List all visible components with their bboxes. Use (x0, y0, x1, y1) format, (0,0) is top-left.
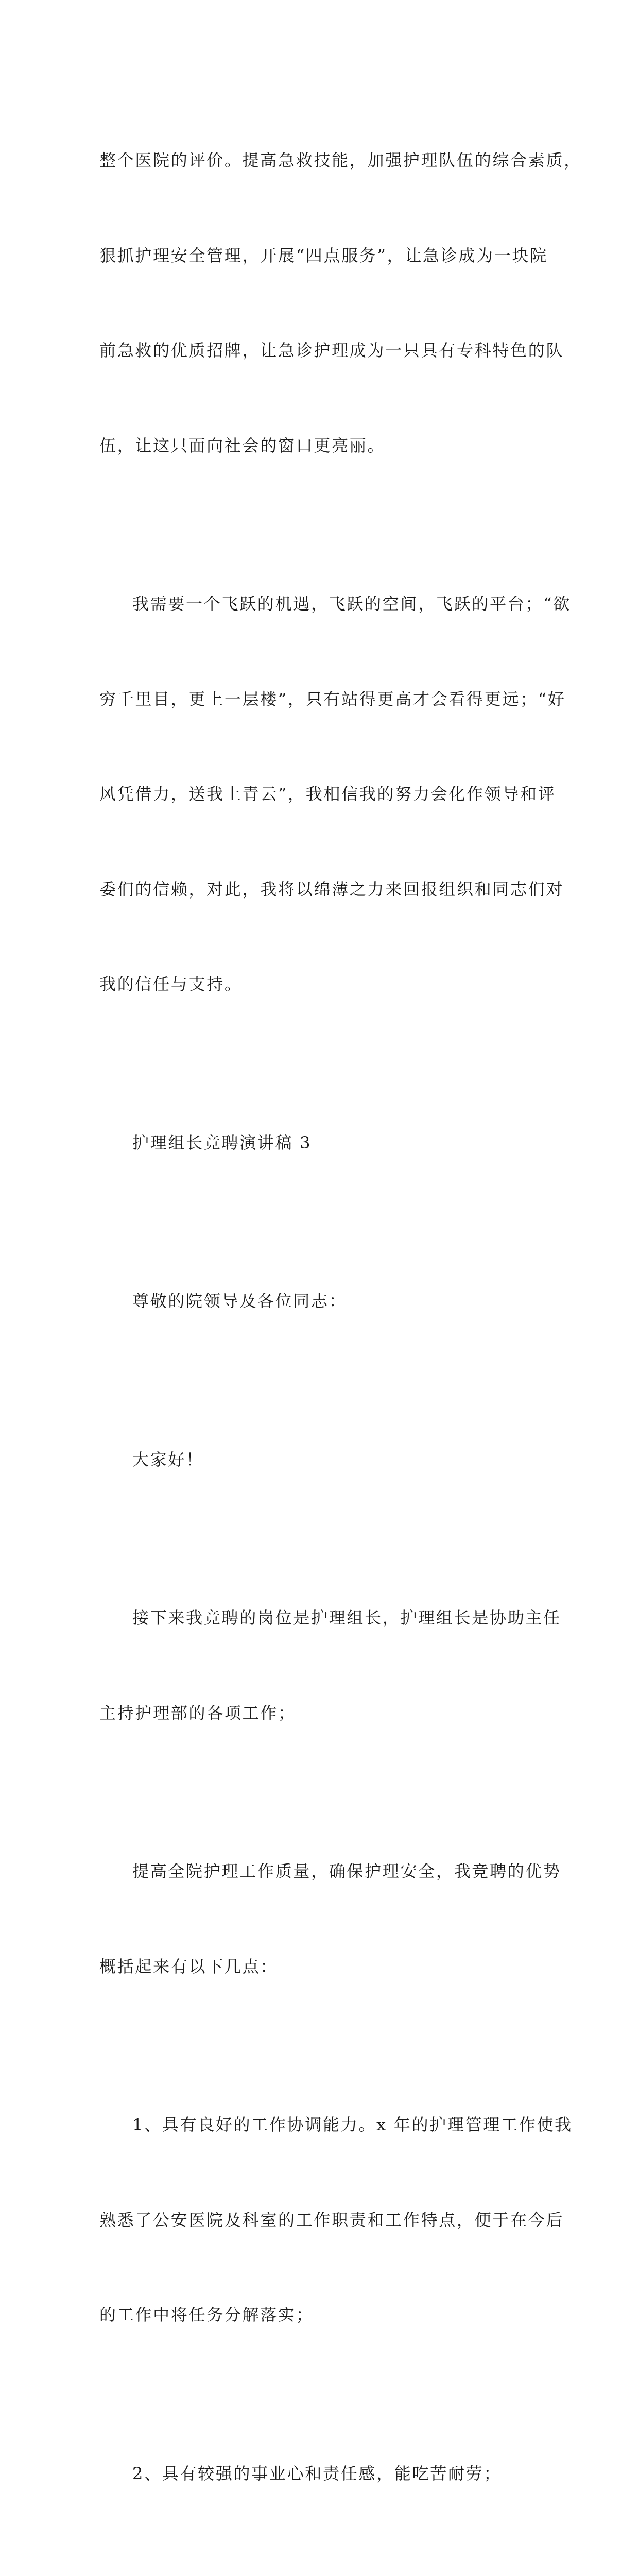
text-line: 伍，让这只面向社会的窗口更亮丽。 (99, 435, 386, 455)
text-line: 前急救的优质招牌，让急诊护理成为一只具有专科特色的队 (99, 341, 564, 360)
list-item-3 (99, 2553, 543, 2576)
text-line: 提高全院护理工作质量，确保护理安全，我竞聘的优势 (132, 1861, 561, 1881)
text-line: 的工作中将任务分解落实； (99, 2305, 314, 2325)
text-line: 我的信任与支持。 (99, 974, 243, 994)
text-line: 接下来我竞聘的岗位是护理组长，护理组长是协助主任 (132, 1608, 561, 1628)
text-line: 1、具有良好的工作协调能力。x 年的护理管理工作使我 (132, 2115, 573, 2134)
paragraph-advantages-intro (99, 1792, 561, 2046)
salutation (99, 1222, 543, 1381)
list-item-1 (99, 2046, 573, 2395)
text-line: 熟悉了公安医院及科室的工作职责和工作特点，便于在今后 (99, 2210, 564, 2230)
text-line: 委们的信赖，对此，我将以绵薄之力来回报组织和同志们对 (99, 879, 564, 899)
text-line: 狠抓护理安全管理，开展“四点服务”，让急诊成为一块院 (99, 245, 548, 265)
paragraph-position (99, 1539, 561, 1792)
text-line: 大家好！ (132, 1449, 204, 1469)
list-item-2 (99, 2395, 543, 2553)
text-line: 穷千里目，更上一层楼”，只有站得更高才会看得更远；“好 (99, 689, 566, 709)
text-line: 整个医院的评价。提高急救技能，加强护理队伍的综合素质， (99, 150, 582, 170)
text-line: 尊敬的院领导及各位同志： (132, 1291, 347, 1311)
text-line: 风凭借力，送我上青云”，我相信我的努力会化作领导和评 (99, 784, 556, 804)
paragraph-opportunity (99, 525, 571, 1064)
text-line: 主持护理部的各项工作； (99, 1703, 296, 1723)
text-line: 2、具有较强的事业心和责任感，能吃苦耐劳； (132, 2463, 502, 2483)
text-line: 我需要一个飞跃的机遇，飞跃的空间，飞跃的平台；“欲 (132, 594, 571, 614)
greeting (99, 1381, 543, 1539)
section-title (99, 1064, 543, 1223)
text-line: 概括起来有以下几点： (99, 1956, 279, 1976)
text-line: 护理组长竞聘演讲稿 3 (132, 1132, 312, 1153)
document-body (99, 81, 582, 2576)
paragraph-hospital-evaluation (99, 81, 582, 525)
